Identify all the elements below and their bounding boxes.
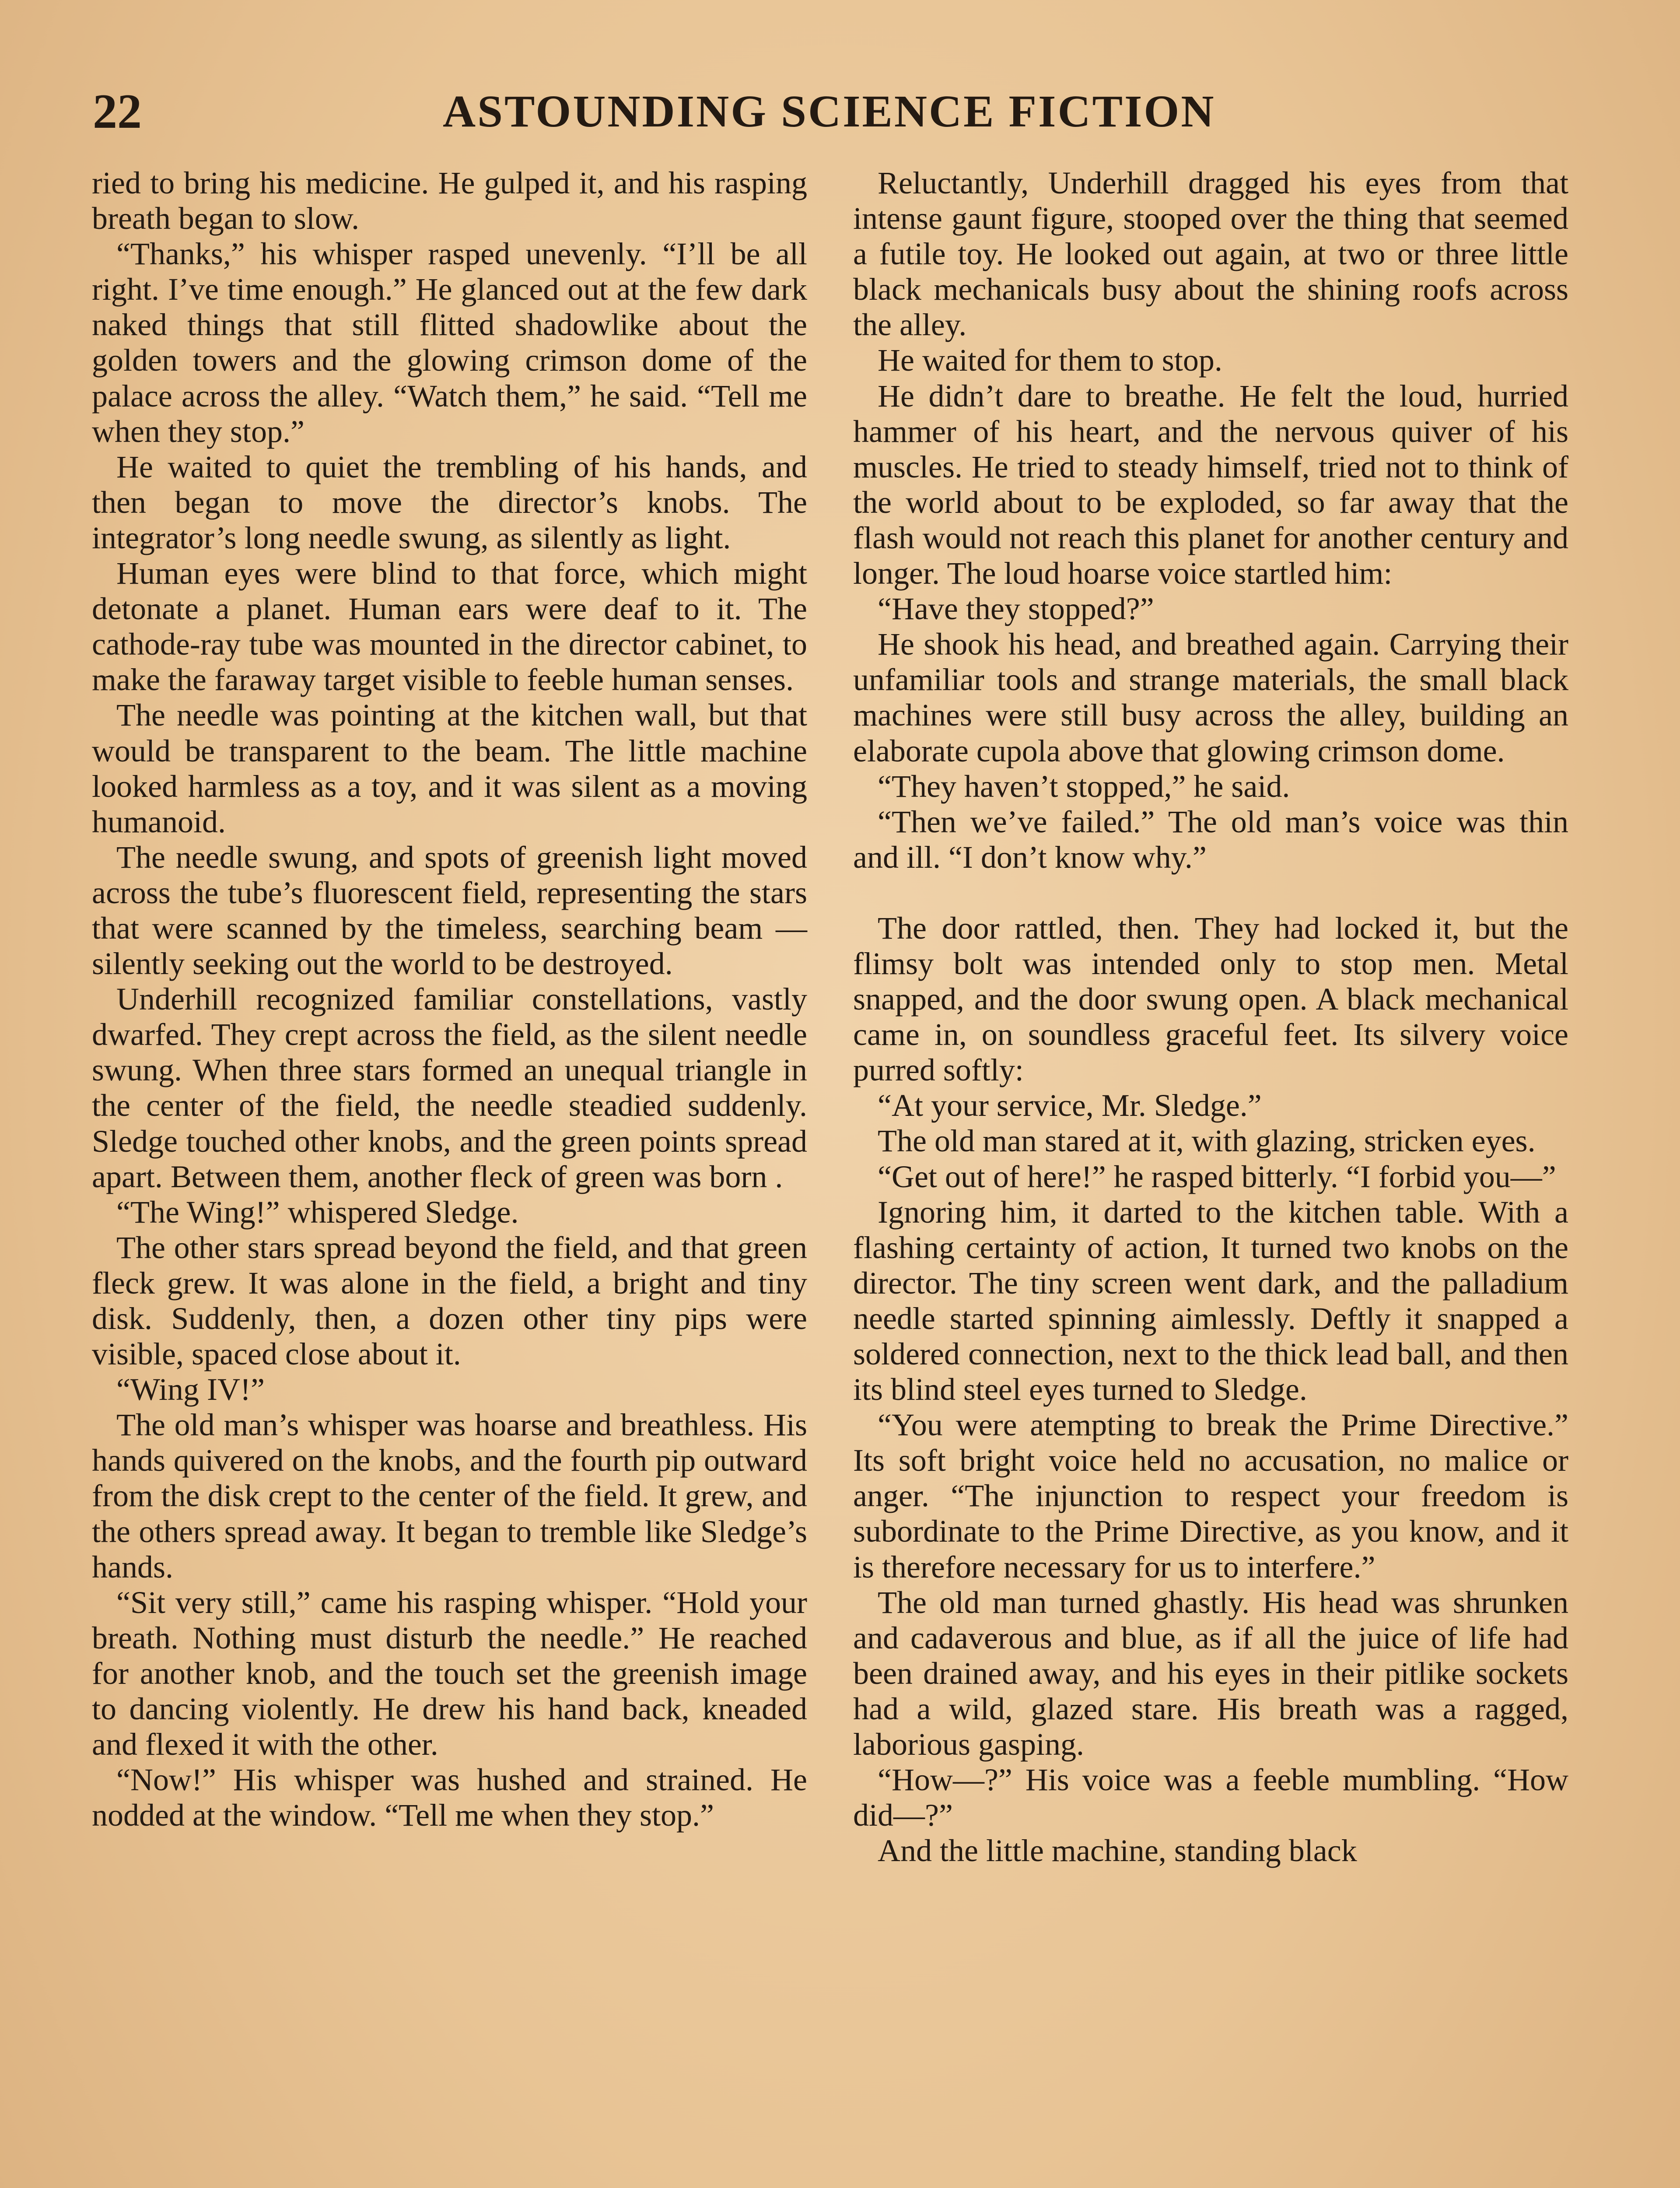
paragraph: And the little machine, standing black	[878, 1833, 1357, 1869]
paragraph: The needle swung, and spots of greenish light moved across the tube’s fluorescent field, representing the stars that were scanned by the timeless, searching beam —silently seeking out the world to be destroyed.	[92, 839, 807, 982]
paragraph: “Wing IV!”	[116, 1372, 265, 1407]
paragraph: Underhill recognized familiar constellations, vastly dwarfed. They crept across the field, as the silent needle swung. When three stars formed an unequal triangle in the center of the field, the needle steadied suddenly. Sledge touched other knobs, and the green points spread apart. Between them, another fleck of green was born .	[92, 982, 807, 1194]
paragraph: He shook his head, and breathed again. Carrying their unfamiliar tools and strange materials, the small black machines were still busy across the alley, building an elaborate cupola above that glowing crimson dome.	[853, 627, 1568, 768]
paragraph: Ignoring him, it darted to the kitchen table. With a flashing certainty of action, It turned two knobs on the director. The tiny screen went dark, and the palladium needle started spinning aimlessly. Deftly it snapped a soldered connection, next to the thick lead ball, and then its blind steel eyes turned to Sledge.	[853, 1194, 1568, 1407]
paragraph: The old man’s whisper was hoarse and breathless. His hands quivered on the knobs, and the fourth pip outward from the disk crept to the center of the field. It grew, and the others spread away. It began to tremble like Sledge’s hands.	[92, 1407, 807, 1585]
paragraph: He didn’t dare to breathe. He felt the loud, hurried hammer of his heart, and the nervous quiver of his muscles. He tried to steady himself, tried not to think of the world about to be exploded, so far away that the flash would not reach this planet for another century and longer. The loud hoarse voice startled him:	[853, 378, 1568, 591]
left-column	[92, 165, 807, 1833]
paragraph: He waited to quiet the trembling of his hands, and then began to move the director’s knobs. The integrator’s long needle swung, as silently as light.	[92, 449, 807, 555]
paragraph: “Now!” His whisper was hushed and strained. He nodded at the window. “Tell me when they stop.”	[92, 1762, 807, 1833]
paragraph: Reluctantly, Underhill dragged his eyes from that intense gaunt figure, stooped over the thing that seemed a futile toy. He looked out again, at two or three little black mechanicals busy about the shining roofs across the alley.	[853, 165, 1568, 343]
paragraph: “Sit very still,” came his rasping whisper. “Hold your breath. Nothing must disturb the needle.” He reached for another knob, and the touch set the greenish image to dancing violently. He drew his hand back, kneaded and flexed it with the other.	[92, 1585, 807, 1762]
page-number: 22	[93, 84, 142, 139]
paragraph: “How—?” His voice was a feeble mumbling. “How did—?”	[853, 1762, 1568, 1833]
paragraph: “Thanks,” his whisper rasped unevenly. “I’ll be all right. I’ve time enough.” He glanced out at the few dark naked things that still flitted shadowlike about the golden towers and the glowing crimson dome of the palace across the alley. “Watch them,” he said. “Tell me when they stop.”	[92, 236, 807, 449]
paragraph: The other stars spread beyond the field, and that green fleck grew. It was alone in the field, a bright and tiny disk. Suddenly, then, a dozen other tiny pips were visible, spaced close about it.	[92, 1230, 807, 1372]
paragraph: The door rattled, then. They had locked it, but the flimsy bolt was intended only to stop men. Metal snapped, and the door swung open. A black mechanical came in, on soundless graceful feet. Its silvery voice purred softly:	[853, 910, 1568, 1088]
paragraph: The old man stared at it, with glazing, stricken eyes.	[878, 1123, 1536, 1159]
paragraph: ried to bring his medicine. He gulped it, and his rasping breath began to slow.	[92, 165, 807, 236]
paragraph: “You were atempting to break the Prime Directive.” Its soft bright voice held no accusation, no malice or anger. “The injunction to respect your freedom is subordinate to the Prime Directive, as you know, and it is therefore necessary for us to interfere.”	[853, 1407, 1568, 1585]
paragraph: The old man turned ghastly. His head was shrunken and cadaverous and blue, as if all the juice of life had been drained away, and his eyes in their pitlike sockets had a wild, glazed stare. His breath was a ragged, laborious gasping.	[853, 1585, 1568, 1762]
paragraph: “The Wing!” whispered Sledge.	[116, 1194, 519, 1230]
page-header	[93, 79, 1580, 153]
paragraph: “Get out of here!” he rasped bitterly. “I forbid you—”	[878, 1159, 1556, 1194]
paragraph: Human eyes were blind to that force, which might detonate a planet. Human ears were deaf to it. The cathode-ray tube was mounted in the director cabinet, to make the faraway target visible to feeble human senses.	[92, 556, 807, 698]
paragraph: The needle was pointing at the kitchen wall, but that would be transparent to the beam. The little machine looked harmless as a toy, and it was silent as a moving humanoid.	[92, 698, 807, 839]
paragraph: He waited for them to stop.	[878, 343, 1222, 378]
paragraph: “Have they stopped?”	[878, 591, 1154, 627]
paragraph: “At your service, Mr. Sledge.”	[878, 1088, 1262, 1123]
paragraph: “They haven’t stopped,” he said.	[878, 768, 1290, 804]
right-column	[853, 165, 1568, 1869]
paragraph: “Then we’ve failed.” The old man’s voice was thin and ill. “I don’t know why.”	[853, 804, 1568, 875]
running-head: ASTOUNDING SCIENCE FICTION	[443, 86, 1216, 137]
